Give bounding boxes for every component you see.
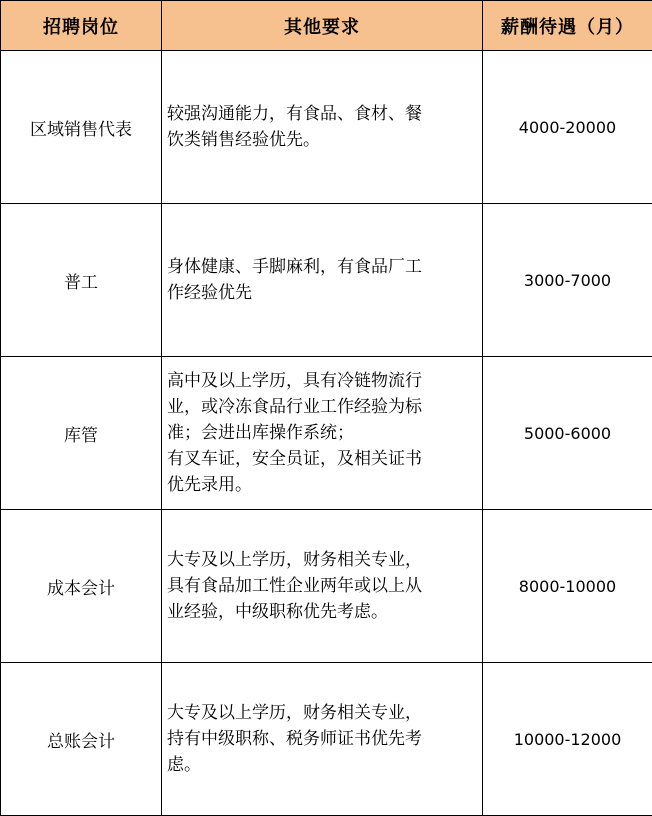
table-row (1, 204, 652, 357)
salary-cell: 5000-6000 (483, 357, 652, 510)
requirements-cell (162, 510, 483, 663)
position-cell: 成本会计 (1, 510, 162, 663)
requirement-line: 大专及以上学历，财务相关专业， (167, 550, 422, 570)
requirement-line: 业，或冷冻食品行业工作经验为标 (167, 397, 422, 417)
header-position: 招聘岗位 (1, 1, 162, 51)
requirement-line: 业经验，中级职称优先考虑。 (167, 602, 388, 622)
requirement-line: 虑。 (167, 755, 201, 775)
position-cell: 普工 (1, 204, 162, 357)
position-cell: 区域销售代表 (1, 51, 162, 204)
requirement-line: 较强沟通能力，有食品、食材、餐 (167, 104, 422, 124)
table-row (1, 357, 652, 510)
requirement-line: 具有食品加工性企业两年或以上从 (167, 576, 422, 596)
requirements-cell (162, 357, 483, 510)
requirements-cell (162, 663, 483, 816)
header-requirements: 其他要求 (162, 1, 483, 51)
position-cell: 库管 (1, 357, 162, 510)
requirement-line: 准；会进出库操作系统； (167, 423, 354, 443)
requirement-line: 有叉车证，安全员证，及相关证书 (167, 449, 422, 469)
requirements-cell (162, 204, 483, 357)
table-row (1, 510, 652, 663)
salary-cell: 10000-12000 (483, 663, 652, 816)
position-cell: 总账会计 (1, 663, 162, 816)
salary-cell: 3000-7000 (483, 204, 652, 357)
requirement-line: 持有中级职称、税务师证书优先考 (167, 729, 422, 749)
salary-cell: 4000-20000 (483, 51, 652, 204)
salary-cell: 8000-10000 (483, 510, 652, 663)
table-row (1, 51, 652, 204)
requirement-line: 饮类销售经验优先。 (167, 130, 320, 150)
requirement-line: 大专及以上学历，财务相关专业， (167, 703, 422, 723)
requirement-line: 高中及以上学历，具有冷链物流行 (167, 371, 422, 391)
header-row (1, 1, 652, 51)
requirement-line: 身体健康、手脚麻利，有食品厂工 (167, 257, 422, 277)
header-salary: 薪酬待遇（月） (483, 1, 652, 51)
requirement-line: 作经验优先 (167, 283, 252, 303)
requirements-cell (162, 51, 483, 204)
table-row (1, 663, 652, 816)
requirement-line: 优先录用。 (167, 475, 252, 495)
